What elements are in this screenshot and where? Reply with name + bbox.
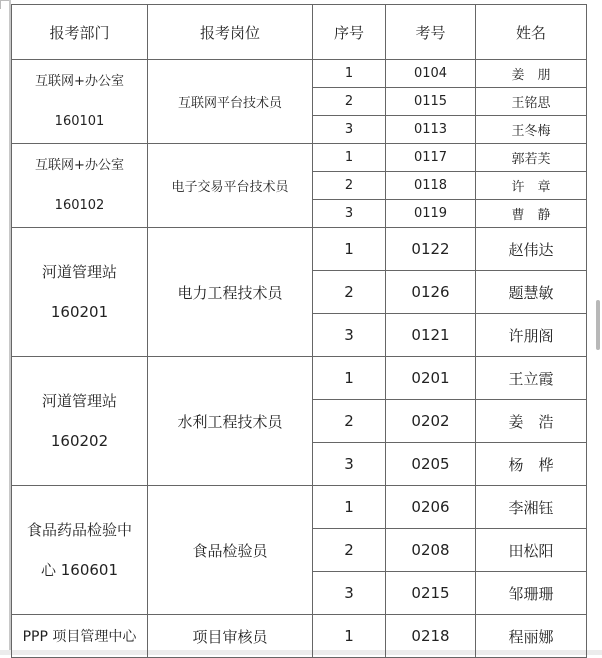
name-cell: 田松阳 (476, 529, 587, 572)
seq-cell: 2 (313, 271, 386, 314)
dept-code: 160202 (50, 432, 109, 450)
header-dept: 报考部门 (12, 5, 148, 60)
position-cell: 互联网平台技术员 (148, 60, 313, 144)
name-cell: 姜 浩 (476, 400, 587, 443)
seq-cell: 3 (313, 116, 386, 144)
position-cell: 电力工程技术员 (148, 228, 313, 357)
name-cell: 王铭思 (476, 88, 587, 116)
dept-cell (12, 144, 148, 228)
exam-no-cell: 0206 (386, 486, 476, 529)
table-row (12, 228, 587, 271)
name-cell: 许 章 (476, 172, 587, 200)
dept-cell (12, 60, 148, 144)
dept-code: 160201 (50, 303, 109, 321)
table-row (12, 144, 587, 172)
name-cell: 赵伟达 (476, 228, 587, 271)
seq-cell: 1 (313, 228, 386, 271)
header-exam-no: 考号 (386, 5, 476, 60)
name-cell: 曹 静 (476, 200, 587, 228)
exam-no-cell: 0208 (386, 529, 476, 572)
table-row (12, 486, 587, 529)
exam-no-cell: 0122 (386, 228, 476, 271)
table-row (12, 357, 587, 400)
name-cell: 程丽娜 (476, 615, 587, 658)
name-cell: 郭若芙 (476, 144, 587, 172)
position-cell: 食品检验员 (148, 486, 313, 615)
name-cell: 王冬梅 (476, 116, 587, 144)
seq-cell: 2 (313, 529, 386, 572)
dept-code: 160101 (54, 113, 105, 129)
name-cell: 王立霞 (476, 357, 587, 400)
candidate-table (11, 4, 587, 658)
name-cell: 题慧敏 (476, 271, 587, 314)
exam-no-cell: 0117 (386, 144, 476, 172)
exam-no-cell: 0115 (386, 88, 476, 116)
exam-no-cell: 0126 (386, 271, 476, 314)
name-cell: 杨 桦 (476, 443, 587, 486)
seq-cell: 1 (313, 615, 386, 658)
table-row (12, 615, 587, 658)
exam-no-cell: 0113 (386, 116, 476, 144)
header-row (12, 5, 587, 60)
dept-cell (12, 357, 148, 486)
position-cell: 水利工程技术员 (148, 357, 313, 486)
dept-name: 互联网+办公室 (35, 157, 124, 173)
seq-cell: 1 (313, 357, 386, 400)
header-name: 姓名 (476, 5, 587, 60)
name-cell: 李湘钰 (476, 486, 587, 529)
exam-no-cell: 0121 (386, 314, 476, 357)
exam-no-cell: 0201 (386, 357, 476, 400)
scrollbar-thumb[interactable] (596, 300, 600, 350)
exam-no-cell: 0119 (386, 200, 476, 228)
table-row (12, 60, 587, 88)
position-cell: 电子交易平台技术员 (148, 144, 313, 228)
exam-no-cell: 0118 (386, 172, 476, 200)
dept-name: 河道管理站 (41, 392, 117, 410)
seq-cell: 1 (313, 60, 386, 88)
exam-no-cell: 0215 (386, 572, 476, 615)
name-cell: 姜 朋 (476, 60, 587, 88)
dept-cell (12, 486, 148, 615)
position-cell: 项目审核员 (148, 615, 313, 658)
dept-code: 心 160601 (40, 561, 119, 579)
seq-cell: 3 (313, 443, 386, 486)
seq-cell: 2 (313, 172, 386, 200)
dept-cell (12, 615, 148, 658)
header-seq: 序号 (313, 5, 386, 60)
seq-cell: 1 (313, 144, 386, 172)
dept-name: 河道管理站 (41, 263, 117, 281)
exam-no-cell: 0218 (386, 615, 476, 658)
exam-no-cell: 0104 (386, 60, 476, 88)
dept-name: 互联网+办公室 (35, 73, 124, 89)
dept-name: PPP 项目管理中心 (22, 629, 137, 645)
dept-name: 食品药品检验中 (26, 521, 132, 539)
seq-cell: 1 (313, 486, 386, 529)
window-corner (0, 0, 9, 9)
seq-cell: 2 (313, 400, 386, 443)
exam-no-cell: 0205 (386, 443, 476, 486)
seq-cell: 3 (313, 200, 386, 228)
seq-cell: 3 (313, 572, 386, 615)
name-cell: 许朋阁 (476, 314, 587, 357)
seq-cell: 2 (313, 88, 386, 116)
dept-cell (12, 228, 148, 357)
exam-no-cell: 0202 (386, 400, 476, 443)
header-position: 报考岗位 (148, 5, 313, 60)
dept-code: 160102 (54, 197, 105, 213)
name-cell: 邹珊珊 (476, 572, 587, 615)
seq-cell: 3 (313, 314, 386, 357)
